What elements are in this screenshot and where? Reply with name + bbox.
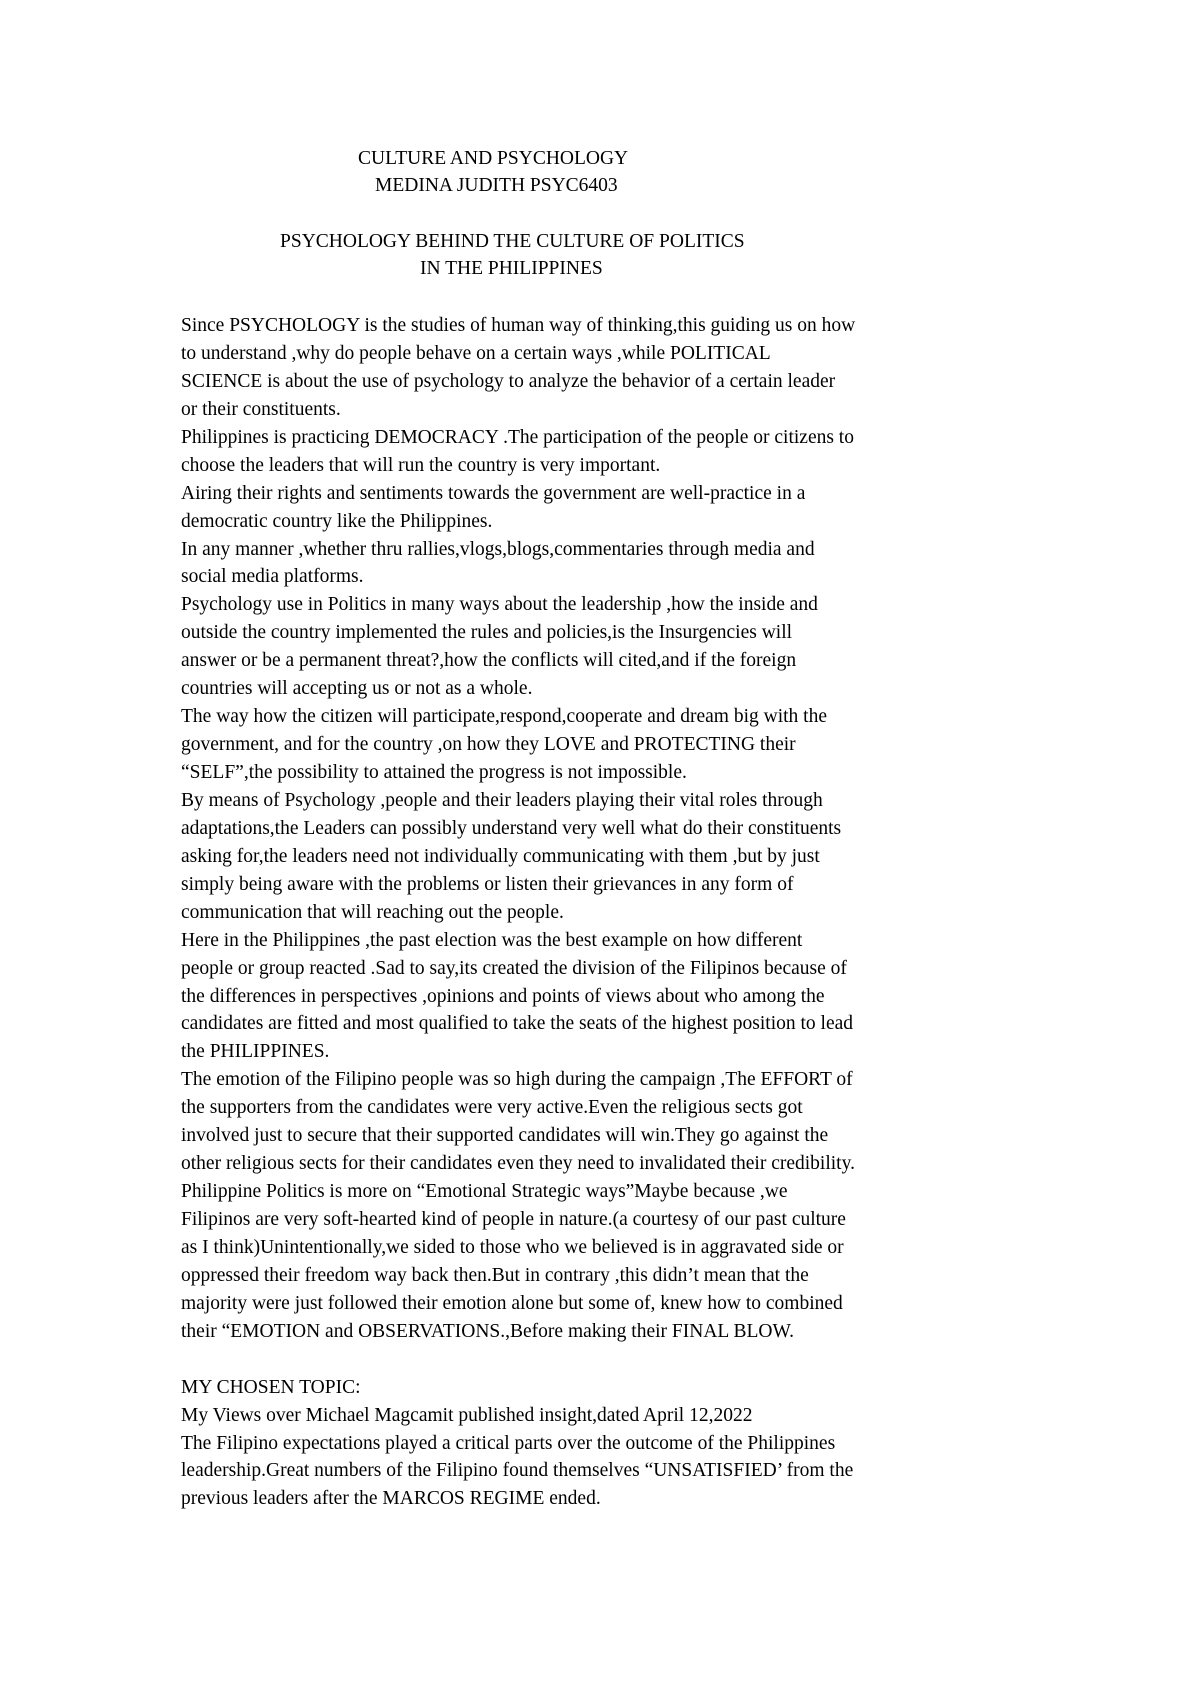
text-line: Airing their rights and sentiments towards the government are well-practice in a bbox=[181, 482, 806, 504]
text-line: communication that will reaching out the people. bbox=[181, 901, 564, 923]
text-line: The way how the citizen will participate,respond,cooperate and dream big with the bbox=[181, 706, 827, 728]
text-line: democratic country like the Philippines. bbox=[181, 510, 493, 532]
text-line: people or group reacted .Sad to say,its created the division of the Filipinos because of bbox=[181, 957, 847, 979]
text-line: the PHILIPPINES. bbox=[181, 1041, 330, 1063]
text-line: The emotion of the Filipino people was so high during the campaign ,The EFFORT of bbox=[181, 1069, 853, 1091]
text-line: By means of Psychology ,people and their leaders playing their vital roles through bbox=[181, 789, 823, 811]
text-line: government, and for the country ,on how they LOVE and PROTECTING their bbox=[181, 734, 796, 756]
essay-title-line-1: PSYCHOLOGY BEHIND THE CULTURE OF POLITICS bbox=[280, 231, 745, 252]
topic-text-line: The Filipino expectations played a critical parts over the outcome of the Philippines bbox=[181, 1432, 836, 1454]
essay-title-line-2: IN THE PHILIPPINES bbox=[420, 258, 603, 279]
text-line: Psychology use in Politics in many ways about the leadership ,how the inside and bbox=[181, 594, 818, 616]
text-line: outside the country implemented the rules and policies,is the Insurgencies will bbox=[181, 622, 793, 644]
topic-text-line: previous leaders after the MARCOS REGIME ended. bbox=[181, 1488, 601, 1510]
essay-body bbox=[181, 312, 1181, 1513]
topic-paragraph bbox=[181, 1402, 1181, 1514]
text-line: their “EMOTION and OBSERVATIONS.,Before making their FINAL BLOW. bbox=[181, 1320, 794, 1342]
topic-text-line: My Views over Michael Magcamit published insight,dated April 12,2022 bbox=[181, 1404, 753, 1426]
topic-heading: MY CHOSEN TOPIC: bbox=[181, 1376, 361, 1398]
text-line: Filipinos are very soft-hearted kind of people in nature.(a courtesy of our past culture bbox=[181, 1209, 846, 1230]
text-line: social media platforms. bbox=[181, 566, 364, 588]
text-line: countries will accepting us or not as a whole. bbox=[181, 678, 533, 700]
text-line: SCIENCE is about the use of psychology to analyze the behavior of a certain leader bbox=[181, 370, 836, 392]
text-line: the differences in perspectives ,opinions and points of views about who among the bbox=[181, 985, 825, 1007]
text-line: as I think)Unintentionally,we sided to those who we believed is in aggravated side or bbox=[181, 1236, 844, 1258]
text-line: adaptations,the Leaders can possibly understand very well what do their constituents bbox=[181, 817, 842, 839]
paragraph-spacer bbox=[181, 1346, 1181, 1374]
text-line: majority were just followed their emotion alone but some of, knew how to combined bbox=[181, 1292, 843, 1314]
text-line: to understand ,why do people behave on a certain ways ,while POLITICAL bbox=[181, 342, 771, 364]
text-line: choose the leaders that will run the country is very important. bbox=[181, 454, 661, 476]
text-line: other religious sects for their candidates even they need to invalidated their credibility. bbox=[181, 1153, 855, 1175]
text-line: In any manner ,whether thru rallies,vlogs,blogs,commentaries through media and bbox=[181, 538, 815, 560]
text-line: the supporters from the candidates were very active.Even the religious sects got bbox=[181, 1097, 803, 1119]
text-line: Philippine Politics is more on “Emotional Strategic ways”Maybe because ,we bbox=[181, 1181, 788, 1203]
essay-paragraphs bbox=[181, 312, 1181, 1346]
text-line: oppressed their freedom way back then.But in contrary ,this didn’t mean that the bbox=[181, 1264, 809, 1286]
text-line: “SELF”,the possibility to attained the progress is not impossible. bbox=[181, 762, 687, 783]
author-line: MEDINA JUDITH PSYC6403 bbox=[375, 175, 618, 196]
text-line: involved just to secure that their supported candidates will win.They go against the bbox=[181, 1125, 829, 1147]
text-line: answer or be a permanent threat?,how the conflicts will cited,and if the foreign bbox=[181, 650, 797, 672]
topic-text-line: leadership.Great numbers of the Filipino found themselves “UNSATISFIED’ from the bbox=[181, 1460, 854, 1482]
course-title: CULTURE AND PSYCHOLOGY bbox=[358, 148, 629, 169]
text-line: asking for,the leaders need not individually communicating with them ,but by just bbox=[181, 845, 820, 867]
text-line: or their constituents. bbox=[181, 398, 341, 420]
text-line: candidates are fitted and most qualified to take the seats of the highest position to lead bbox=[181, 1013, 854, 1035]
text-line: simply being aware with the problems or listen their grievances in any form of bbox=[181, 873, 794, 895]
text-line: Since PSYCHOLOGY is the studies of human way of thinking,this guiding us on how bbox=[181, 315, 856, 336]
text-line: Here in the Philippines ,the past election was the best example on how different bbox=[181, 929, 803, 951]
text-line: Philippines is practicing DEMOCRACY .The participation of the people or citizens to bbox=[181, 426, 854, 448]
